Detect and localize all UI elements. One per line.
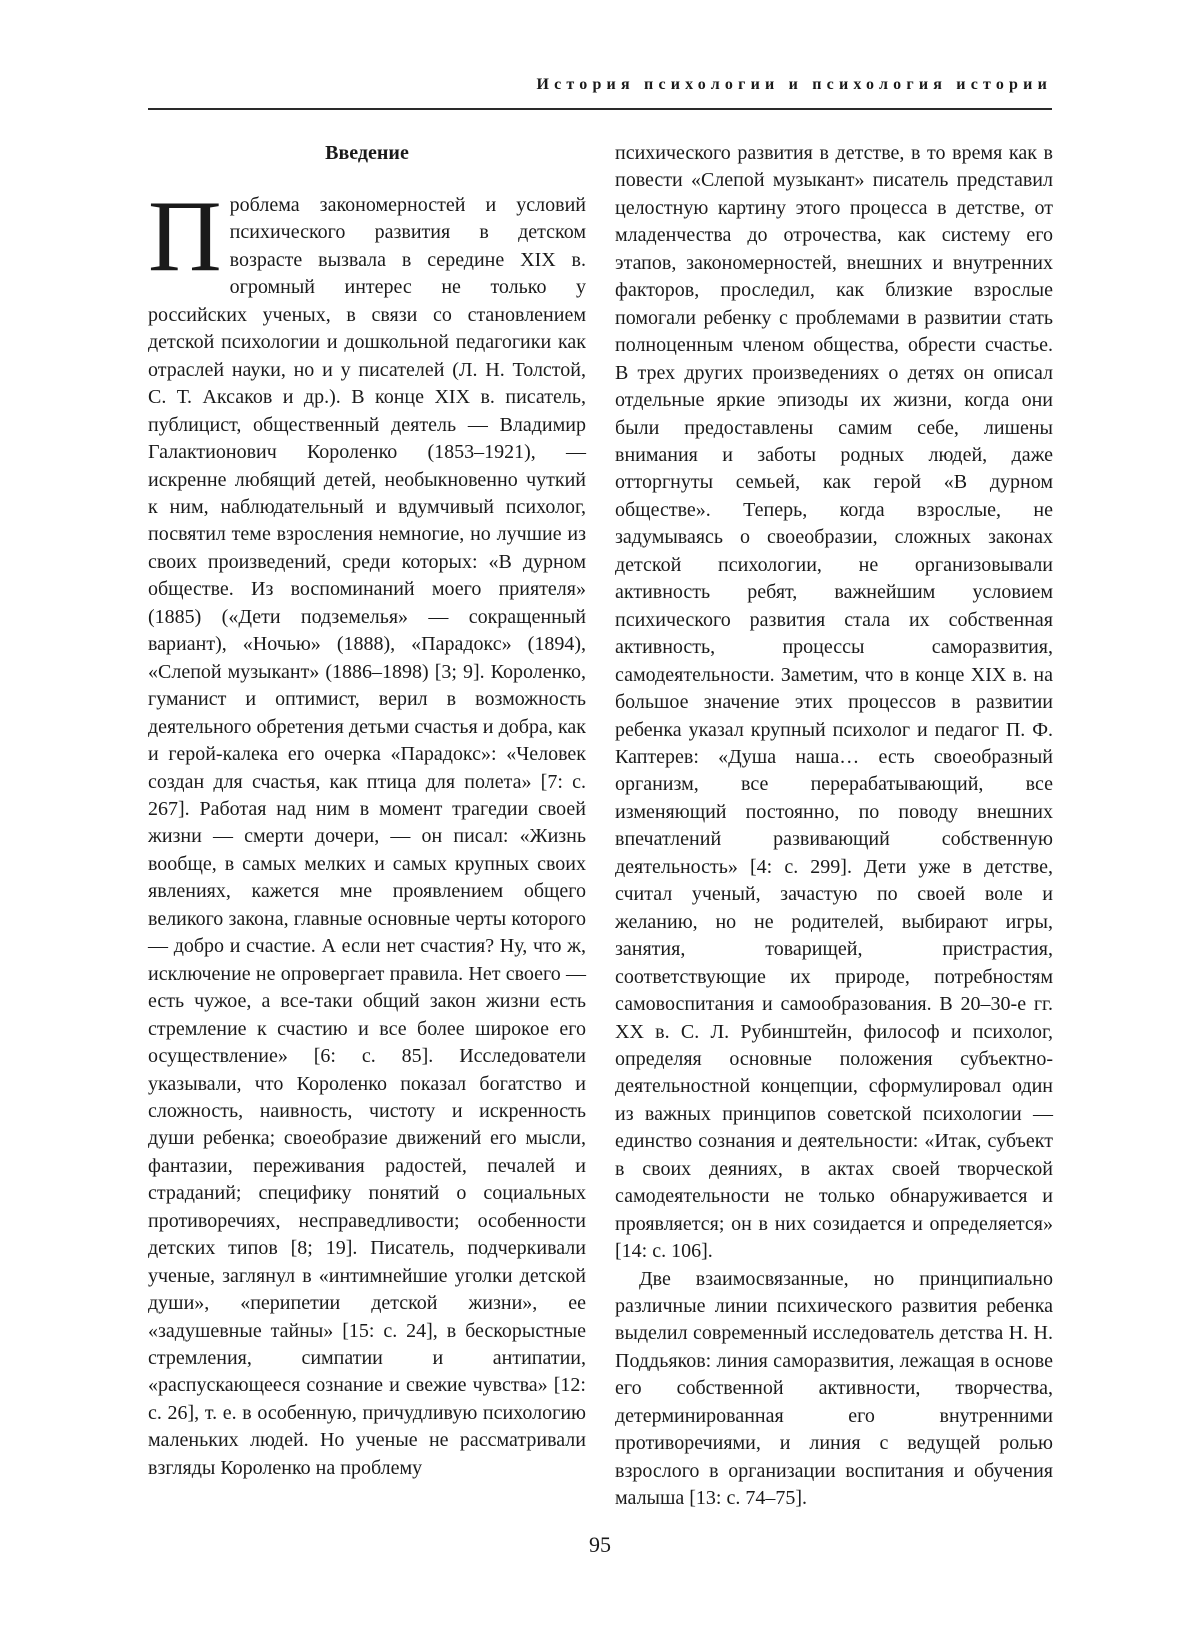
right-column — [615, 140, 1053, 1513]
section-title: Введение — [148, 140, 586, 167]
left-column — [148, 140, 586, 1482]
page-number: 95 — [0, 1532, 1200, 1558]
header-rule — [148, 108, 1052, 110]
intro-paragraph-text: роблема закономерностей и условий психического развития в детском возрасте вызвала в середине XIX в. огромный интерес не только у российских ученых, в связи со становлением детской психологии и дошкольной педагогики как отраслей науки, но и у писателей (Л. Н. Толстой, С. Т. Аксаков и др.). В конце XIX в. писатель, публицист, общественный деятель — Владимир Галактионович Короленко (1853–1921), — искренне любящий детей, необыкновенно чуткий к ним, наблюдательный и вдумчивый психолог, посвятил теме взросления немногие, но лучшие из своих произведений, среди которых: «В дурном обществе. Из воспоминаний моего приятеля» (1885) («Дети подземелья» — сокращенный вариант), «Ночью» (1888), «Парадокс» (1894), «Слепой музыкант» (1886–1898) [3; 9]. Короленко, гуманист и оптимист, верил в возможность деятельного обретения детьми счастья и добра, как и герой-калека его очерка «Парадокс»: «Человек создан для счастья, как птица для полета» [7: с. 267]. Работая над ним в момент трагедии своей жизни — смерти дочери, — он писал: «Жизнь вообще, в самых мелких и самых крупных своих явлениях, кажется мне проявлением общего великого закона, главные основные черты которого — добро и счастие. А если нет счастия? Ну, что ж, исключение не опровергает правила. Нет своего — есть чужое, а все-таки общий закон жизни есть стремление к счастию и все более широкое его осуществление» [6: с. 85]. Исследователи указывали, что Короленко показал богатство и сложность, наивность, чистоту и искренность души ребенка; своеобразие движений его мысли, фантазии, переживания радостей, печалей и страданий; специфику понятий о социальных противоречиях, несправедливости; особенности детских типов [8; 19]. Писатель, подчеркивали ученые, заглянул в «интимнейшие уголки детской души», «перипетии детской жизни», ее «задушевные тайны» [15: с. 24], в бескорыстные стремления, симпатии и антипатии, «распускающееся сознание и свежие чувства» [12: с. 26], т. е. в особенную, причудливую психологию маленьких людей. Но ученые не рассматривали взгляды Короленко на проблему — [148, 194, 586, 1479]
second-paragraph: Две взаимосвязанные, но принципиально различные линии психического развития ребенка выделил современный исследователь детства Н. Н. Поддьяков: линия саморазвития, лежащая в основе его собственной активности, творчества, детерминированная его внутренними противоречиями, и линия с ведущей ролью взрослого в организации воспитания и обучения малыша [13: с. 74–75]. — [615, 1266, 1053, 1513]
drop-cap: П — [148, 198, 222, 280]
running-header: История психологии и психология истории — [148, 76, 1052, 94]
intro-paragraph — [148, 192, 586, 1482]
continued-paragraph: психического развития в детстве, в то время как в повести «Слепой музыкант» писатель представил целостную картину этого процесса в детстве, от младенчества до отрочества, как систему его этапов, закономерностей, внешних и внутренних факторов, проследил, как близкие взрослые помогали ребенку с проблемами в развитии стать полноценным членом общества, обрести счастье. В трех других произведениях о детях он описал отдельные яркие эпизоды их жизни, когда они были предоставлены самим себе, лишены внимания и заботы родных людей, даже отторгнуты семьей, как герой «В дурном обществе». Теперь, когда взрослые, не задумываясь о своеобразии, сложных законах детской психологии, не организовывали активность ребят, важнейшим условием психического развития стала их собственная активность, процессы саморазвития, самодеятельности. Заметим, что в конце XIX в. на большое значение этих процессов в развитии ребенка указал крупный психолог и педагог П. Ф. Каптерев: «Душа наша… есть своеобразный организм, все перерабатывающий, все изменяющий постоянно, по поводу внешних впечатлений развивающий собственную деятельность» [4: с. 299]. Дети уже в детстве, считал ученый, зачастую по своей воле и желанию, но не родителей, выбирают игры, занятия, товарищей, пристрастия, соответствующие их природе, потребностям самовоспитания и самообразования. В 20–30-е гг. XX в. С. Л. Рубинштейн, философ и психолог, определяя основные положения субъектно-деятельностной концепции, сформулировал один из важных принципов советской психологии — единство сознания и деятельности: «Итак, субъект в своих деяниях, в актах своей творческой самодеятельности не только обнаруживается и проявляется; он в них созидается и определяется» [14: с. 106]. — [615, 140, 1053, 1266]
